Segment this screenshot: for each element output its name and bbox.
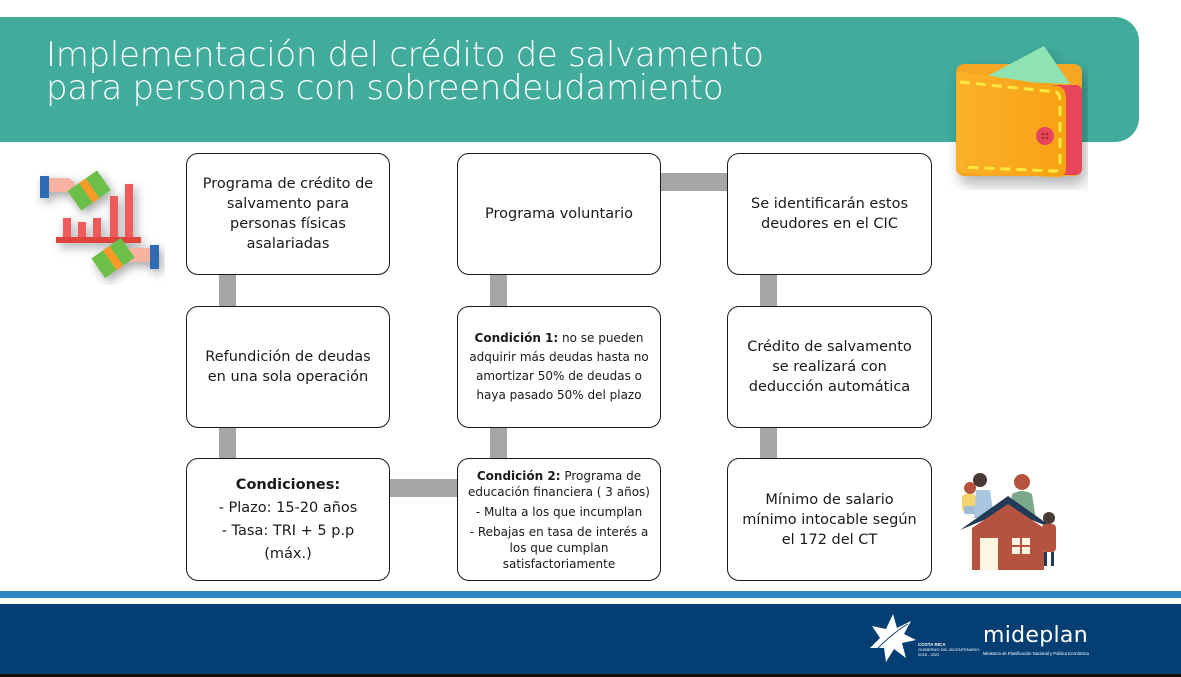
connector-c2-bottom-mid [490,427,507,459]
box-text: personas físicas [230,216,346,232]
title-line-2: para personas con sobreendeudamiento [46,68,724,108]
box-text: los que cumplan [509,540,609,555]
connector-c2-c3-top [660,173,729,191]
connector-c1-c2-bottom [389,479,458,497]
box-text: - Plazo: 15-20 años [218,499,358,516]
costa-rica-star-logo-icon [868,612,918,664]
box-text: asalariadas [246,236,330,252]
box-text: satisfactoriamente [502,556,616,571]
page-title [46,35,946,108]
footer-stripe [0,591,1181,598]
mideplan-subtitle: Ministerio de Planificación Nacional y Política Económica [983,651,1089,656]
box-text: se realizará con [772,359,887,375]
box-text: Refundición de deudas [205,349,371,365]
connector-c1-mid-bottom [219,427,236,459]
mideplan-logo: mideplan [983,623,1088,648]
box-condition-2 [457,458,661,581]
box-text: Mínimo de salario [765,491,894,508]
wallet-icon [948,40,1088,190]
gov-logo-text [918,642,979,657]
box-text: - Rebajas en tasa de interés a [469,524,649,539]
box-text [477,468,641,484]
connector-c1-top-mid [219,274,236,307]
box-bold-prefix: Condición 2: [476,468,561,483]
gov-logo-line: COSTA RICA [918,642,946,647]
box-text: Programa de crédito de [202,176,374,192]
box-text [475,329,644,348]
box-text: en una sola operación [207,369,369,385]
box-condition-1 [457,306,661,428]
title-line-1: Implementación del crédito de salvamento [46,35,764,75]
box-text: el 172 del CT [781,531,878,548]
family-house-icon [950,470,1065,575]
gov-logo-line: 2018 - 2022 [918,652,940,657]
box-heading: Condiciones: [235,476,341,493]
box-bold-prefix: Condición 1: [474,331,559,345]
money-exchange-chart-icon [35,160,165,285]
box-minimum-salary [727,458,932,581]
box-salvage-credit-program [186,153,390,275]
box-debt-consolidation [186,306,390,428]
box-text: no se pueden [558,331,644,345]
box-text: Programa voluntario [485,206,633,222]
box-text: haya pasado 50% del plazo [476,388,642,402]
box-text: mínimo intocable según [742,511,917,528]
box-text: salvamento para [226,196,350,212]
box-text: deudores en el CIC [761,216,898,232]
box-text: educación financiera ( 3 años) [468,484,650,499]
connector-c3-top-mid [760,274,777,307]
box-voluntary-program [457,153,661,275]
box-identify-debtors-cic [727,153,932,275]
box-text: Programa de [560,468,642,483]
gov-logo-line: GOBIERNO DEL BICENTENARIO [918,647,980,652]
connector-c2-mid-top [490,274,507,307]
box-text: - Multa a los que incumplan [475,504,643,519]
connector-c3-mid-bottom [760,427,777,459]
box-text: Crédito de salvamento [747,339,912,355]
box-automatic-deduction [727,306,932,428]
box-text: Se identificarán estos [750,196,908,212]
box-text: amortizar 50% de deudas o [475,369,643,383]
box-text: deducción automática [748,379,911,395]
box-text: adquirir más deudas hasta no [469,350,649,364]
box-conditions [186,458,390,581]
box-text: - Tasa: TRI + 5 p.p (máx.) [221,522,355,562]
